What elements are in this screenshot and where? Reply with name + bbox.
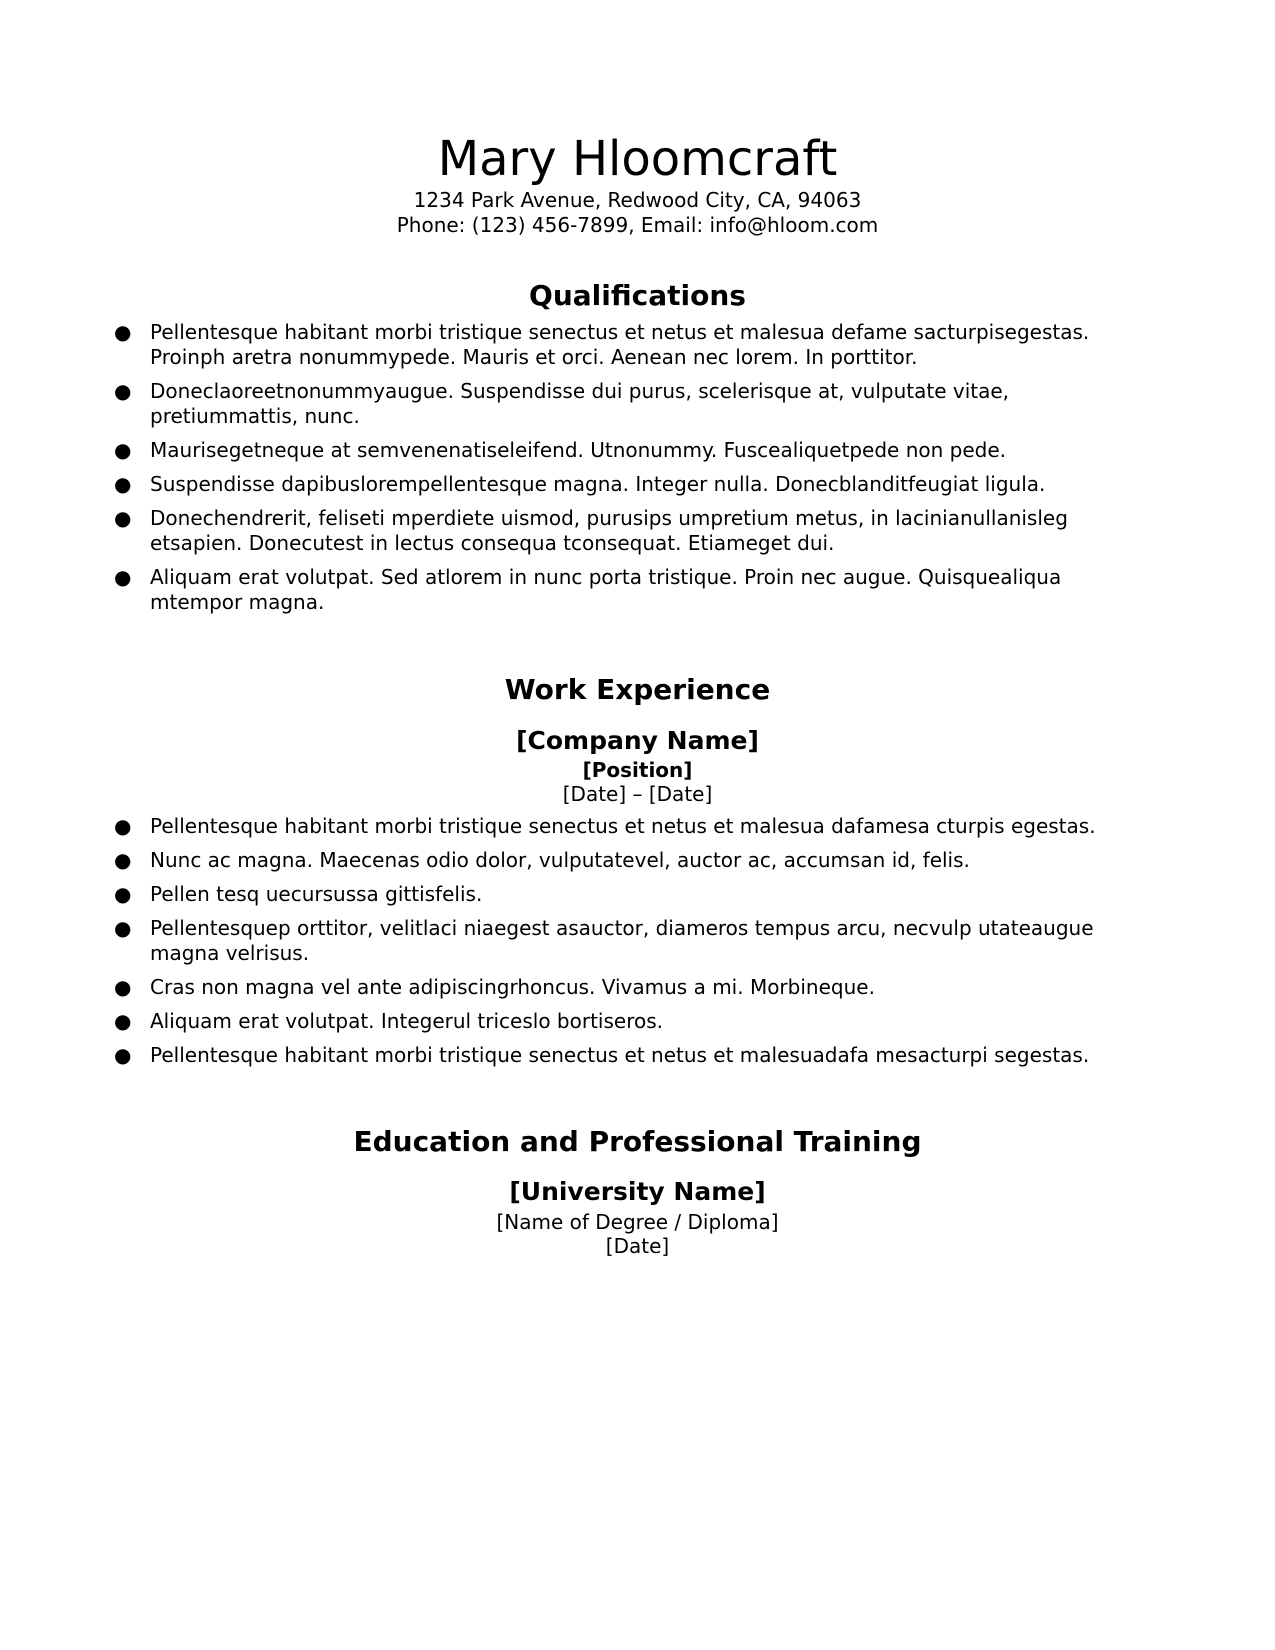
- bullet-icon: ●: [114, 320, 132, 344]
- bullet-icon: ●: [114, 565, 132, 589]
- bullet-icon: ●: [114, 1009, 132, 1033]
- degree-name: [Name of Degree / Diploma]: [496, 1210, 779, 1234]
- list-item-text: Pellentesque habitant morbi tristique senectus et netus et malesuadafa mesacturpi segestas.: [150, 1043, 1090, 1067]
- qualifications-heading: Qualifications: [529, 279, 746, 312]
- bullet-icon: ●: [114, 379, 132, 403]
- list-item-text: Aliquam erat volutpat. Sed atlorem in nunc porta tristique. Proin nec augue. Quisquealiqua mtempor magna.: [150, 565, 1062, 614]
- list-item: [0, 565, 1275, 615]
- list-item-text: Doneclaoreetnonummyaugue. Suspendisse dui purus, scelerisque at, vulputate vitae, pretiummattis, nunc.: [150, 379, 1010, 428]
- list-item: [0, 848, 1275, 873]
- company-name: [Company Name]: [516, 726, 759, 755]
- list-item: [0, 975, 1275, 1000]
- list-item-text: Aliquam erat volutpat. Integerul triceslo bortiseros.: [150, 1009, 663, 1033]
- list-item: [0, 814, 1275, 839]
- list-item-text: Maurisegetneque at semvenenatiseleifend. Utnonummy. Fuscealiquetpede non pede.: [150, 438, 1006, 462]
- bullet-icon: ●: [114, 506, 132, 530]
- bullet-icon: ●: [114, 882, 132, 906]
- list-item-text: Nunc ac magna. Maecenas odio dolor, vulputatevel, auctor ac, accumsan id, felis.: [150, 848, 970, 872]
- list-item: [0, 1009, 1275, 1034]
- address-line: 1234 Park Avenue, Redwood City, CA, 94063: [413, 188, 862, 212]
- list-item-text: Cras non magna vel ante adipiscingrhoncus. Vivamus a mi. Morbineque.: [150, 975, 875, 999]
- bullet-icon: ●: [114, 472, 132, 496]
- list-item: [0, 320, 1275, 370]
- list-item: [0, 1043, 1275, 1068]
- list-item-text: Pellentesque habitant morbi tristique senectus et netus et malesua defame sacturpisegestas. Proinph aretra nonummypede. Mauris et orci. Aenean nec lorem. In porttitor.: [150, 320, 1090, 369]
- work-duties-list: [0, 814, 1275, 1077]
- bullet-icon: ●: [114, 916, 132, 940]
- qualifications-list: [0, 320, 1275, 624]
- list-item: [0, 438, 1275, 463]
- bullet-icon: ●: [114, 848, 132, 872]
- position-title: [Position]: [582, 758, 693, 782]
- list-item-text: Pellentesquep orttitor, velitlaci niaegest asauctor, diameros tempus arcu, necvulp utateaugue magna velrisus.: [150, 916, 1094, 965]
- list-item-text: Pellen tesq uecursussa gittisfelis.: [150, 882, 483, 906]
- list-item: [0, 472, 1275, 497]
- university-name: [University Name]: [509, 1177, 766, 1206]
- list-item: [0, 379, 1275, 429]
- bullet-icon: ●: [114, 1043, 132, 1067]
- bullet-icon: ●: [114, 975, 132, 999]
- resume-header: [0, 130, 1275, 238]
- list-item: [0, 882, 1275, 907]
- list-item-text: Pellentesque habitant morbi tristique senectus et netus et malesua dafamesa cturpis egestas.: [150, 814, 1096, 838]
- education-date: [Date]: [605, 1234, 670, 1258]
- candidate-name: Mary Hloomcraft: [437, 131, 838, 187]
- work-experience-heading: Work Experience: [504, 673, 771, 706]
- employment-dates: [Date] – [Date]: [562, 782, 713, 806]
- bullet-icon: ●: [114, 814, 132, 838]
- phone-email-line: Phone: (123) 456-7899, Email: info@hloom.com: [396, 213, 879, 237]
- list-item-text: Donechendrerit, feliseti mperdiete uismod, purusips umpretium metus, in lacinianullanisleg etsapien. Donecutest in lectus consequa tconsequat. Etiameget dui.: [150, 506, 1068, 555]
- list-item: [0, 916, 1275, 966]
- list-item: [0, 506, 1275, 556]
- bullet-icon: ●: [114, 438, 132, 462]
- education-heading: Education and Professional Training: [353, 1125, 922, 1158]
- list-item-text: Suspendisse dapibuslorempellentesque magna. Integer nulla. Donecblanditfeugiat ligula.: [150, 472, 1046, 496]
